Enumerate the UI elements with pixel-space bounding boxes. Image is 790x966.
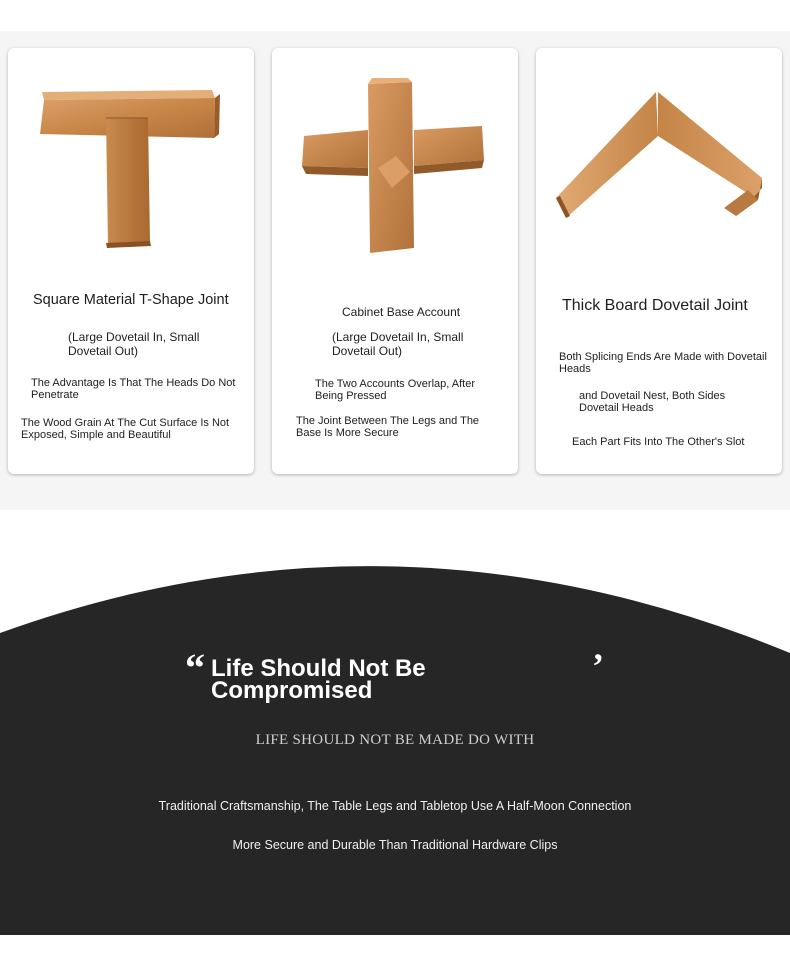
open-quote-icon: “ (185, 645, 205, 690)
joint-card-t-shape (8, 48, 254, 474)
banner-description: Traditional Craftsmanship, The Table Legs and Tabletop Use A Half-Moon Connection (158, 799, 632, 813)
thick-board-dovetail-image (536, 48, 782, 288)
banner-subheading: LIFE SHOULD NOT BE MADE DO WITH (255, 732, 535, 748)
card-point: The Two Accounts Overlap, After Being Pressed (315, 378, 475, 402)
card-title: Cabinet Base Account (342, 305, 461, 319)
t-shape-joint-image (8, 48, 254, 288)
joint-card-thick-board (536, 48, 782, 474)
card-note: (Large Dovetail In, Small Dovetail Out) (332, 330, 464, 358)
banner-description: More Secure and Durable Than Traditional Hardware Clips (232, 838, 558, 852)
card-title: Square Material T-Shape Joint (33, 292, 229, 308)
card-note: (Large Dovetail In, Small Dovetail Out) (68, 330, 200, 358)
joint-card-cabinet-base (272, 48, 518, 474)
card-point: and Dovetail Nest, Both Sides Dovetail Heads (579, 390, 726, 414)
cabinet-base-joint-image (272, 48, 518, 288)
banner-headline: Life Should Not Be Compromised (211, 655, 426, 704)
close-quote-icon: ’ (592, 646, 604, 686)
card-point: Both Splicing Ends Are Made with Dovetail Heads (559, 351, 767, 375)
card-point: The Joint Between The Legs and The Base Is More Secure (296, 415, 480, 439)
card-title: Thick Board Dovetail Joint (562, 297, 748, 314)
card-point: The Advantage Is That The Heads Do Not Penetrate (31, 377, 236, 401)
card-point: Each Part Fits Into The Other's Slot (572, 436, 745, 448)
card-point: The Wood Grain At The Cut Surface Is Not Exposed, Simple and Beautiful (21, 417, 230, 441)
